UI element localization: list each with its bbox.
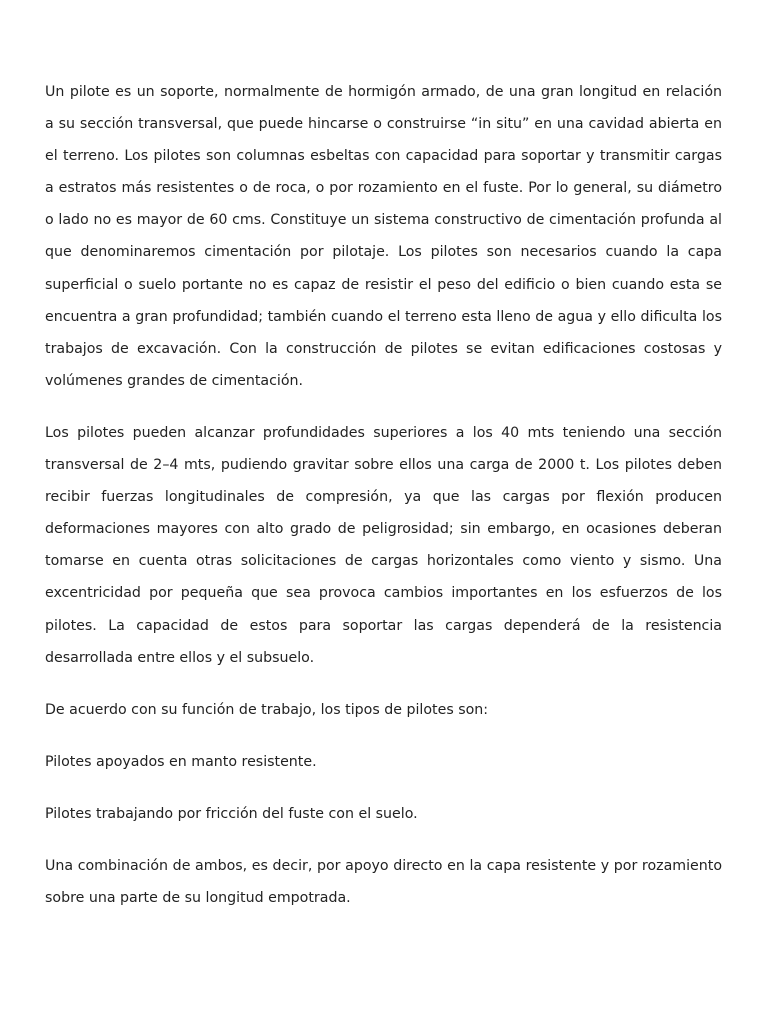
paragraph-type-end-bearing: Pilotes apoyados en manto resistente. — [45, 753, 317, 770]
paragraph-types-intro: De acuerdo con su función de trabajo, los tipos de pilotes son: — [45, 701, 489, 718]
paragraph-definition: Un pilote es un soporte, normalmente de hormigón armado, de una gran longitud en relación a su sección transversal, que puede hincarse o construirse “in situ” en una cavidad abierta en el terreno. Los pilotes son columnas esbeltas con capacidad para soportar y transmitir cargas a estratos más resistentes o de roca, o por rozamiento en el fuste. Por lo general, su diámetro o lado no es mayor de 60 cms. Constituye un sistema constructivo de cimentación profunda al que denominaremos cimentación por pilotaje. Los pilotes son necesarios cuando la capa superficial o suelo portante no es capaz de resistir el peso del edificio o bien cuando esta se encuentra a gran profundidad; también cuando el terreno esta lleno de agua y ello dificulta los trabajos de excavación. Con la construcción de pilotes se evitan edificaciones costosas y volúmenes grandes de cimentación. — [45, 84, 722, 389]
document-body — [45, 76, 722, 934]
paragraph-type-friction: Pilotes trabajando por fricción del fuste con el suelo. — [45, 805, 418, 822]
paragraph-type-combined: Una combinación de ambos, es decir, por apoyo directo en la capa resistente y por rozamiento sobre una parte de su longitud empotrada. — [45, 857, 722, 907]
paragraph-depth-and-loads: Los pilotes pueden alcanzar profundidades superiores a los 40 mts teniendo una sección transversal de 2–4 mts, pudiendo gravitar sobre ellos una carga de 2000 t. Los pilotes deben recibir fuerzas longitudinales de compresión, ya que las cargas por flexión producen deformaciones mayores con alto grado de peligrosidad; sin embargo, en ocasiones deberan tomarse en cuenta otras solicitaciones de cargas horizontales como viento y sismo. Una excentricidad por pequeña que sea provoca cambios importantes en los esfuerzos de los pilotes. La capacidad de estos para soportar las cargas dependerá de la resistencia desarrollada entre ellos y el subsuelo. — [45, 424, 722, 666]
